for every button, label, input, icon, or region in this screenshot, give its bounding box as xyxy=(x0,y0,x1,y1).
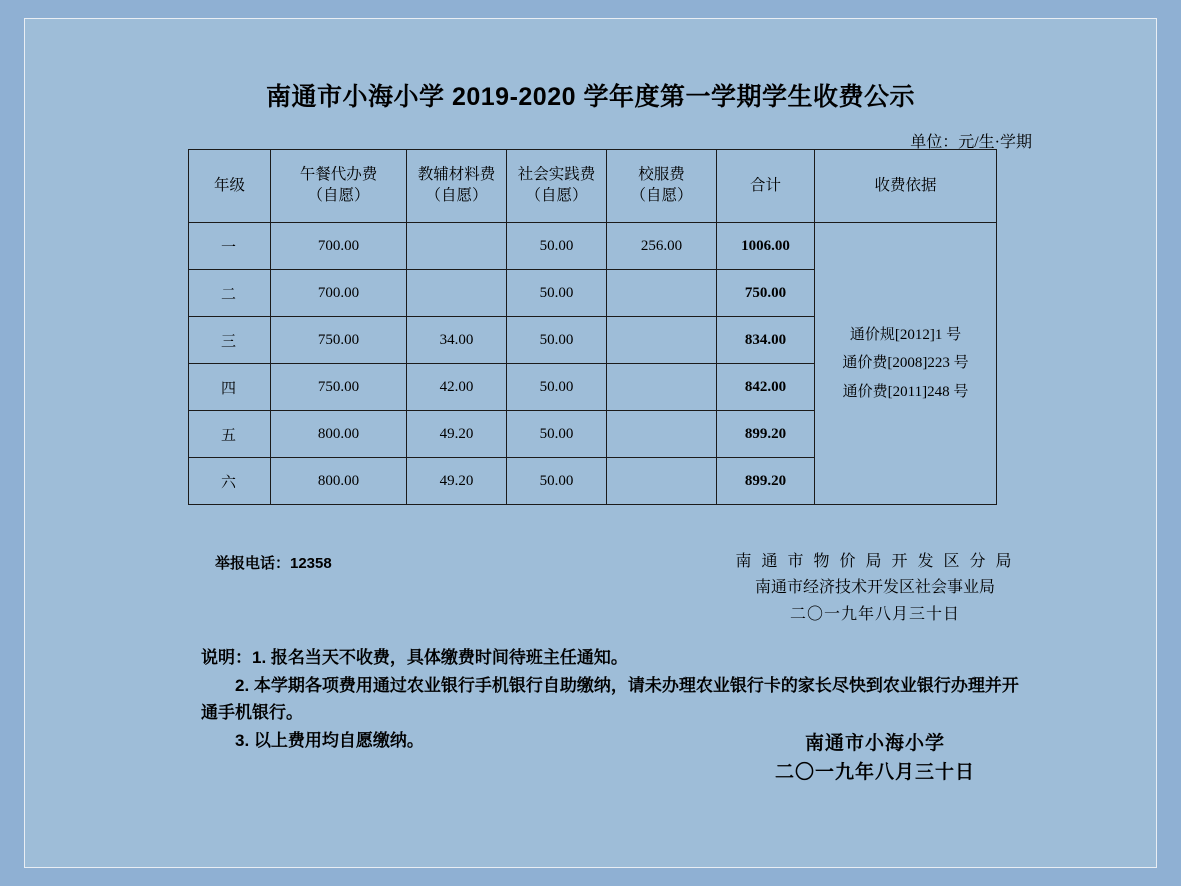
cell-practice: 50.00 xyxy=(507,458,607,505)
cell-practice: 50.00 xyxy=(507,317,607,364)
cell-uniform xyxy=(607,364,717,411)
cell-lunch: 700.00 xyxy=(271,270,407,317)
signature-date: 二〇一九年八月三十日 xyxy=(774,762,975,784)
basis-line-2: 通价费[2008]223 号 xyxy=(842,355,969,372)
cell-uniform xyxy=(607,270,717,317)
header-line-2: （自愿） xyxy=(307,187,370,204)
notes-label: 说明： xyxy=(201,648,252,667)
unit-note: 单位：元/生·学期 xyxy=(910,134,1032,151)
cell-material: 49.20 xyxy=(407,458,507,505)
cell-total: 834.00 xyxy=(717,317,815,364)
cell-lunch: 750.00 xyxy=(271,364,407,411)
column-header-lunch-fee xyxy=(271,150,407,223)
issuer-line-2: 南通市经济技术开发区社会事业局 xyxy=(754,579,995,597)
cell-lunch: 750.00 xyxy=(271,317,407,364)
header-line-1: 校服费 xyxy=(638,166,685,184)
header-line-2: （自愿） xyxy=(425,187,488,204)
column-header-total xyxy=(717,150,815,223)
cell-lunch: 800.00 xyxy=(271,458,407,505)
cell-uniform xyxy=(607,411,717,458)
cell-total: 899.20 xyxy=(717,411,815,458)
header-line-1: 教辅材料费 xyxy=(417,166,496,184)
header-line-1: 年级 xyxy=(213,176,245,194)
column-header-practice-fee xyxy=(507,150,607,223)
cell-grade: 五 xyxy=(189,411,271,458)
cell-practice: 50.00 xyxy=(507,270,607,317)
column-header-basis xyxy=(815,150,997,223)
cell-uniform xyxy=(607,317,717,364)
table-row xyxy=(189,223,997,270)
cell-material: 49.20 xyxy=(407,411,507,458)
column-header-uniform-fee xyxy=(607,150,717,223)
cell-material: 34.00 xyxy=(407,317,507,364)
cell-lunch: 700.00 xyxy=(271,223,407,270)
header-line-1: 社会实践费 xyxy=(517,166,596,184)
notice-content xyxy=(25,19,1156,867)
header-line-1: 合计 xyxy=(749,176,781,194)
table-header-row xyxy=(189,150,997,223)
basis-line-3: 通价费[2011]248 号 xyxy=(842,383,969,400)
header-line-1: 午餐代办费 xyxy=(299,166,378,184)
column-header-grade xyxy=(189,150,271,223)
cell-grade: 六 xyxy=(189,458,271,505)
column-header-material-fee xyxy=(407,150,507,223)
cell-total: 842.00 xyxy=(717,364,815,411)
notes-item-3: 3. 以上费用均自愿缴纳。 xyxy=(235,730,424,750)
cell-material xyxy=(407,270,507,317)
cell-total: 899.20 xyxy=(717,458,815,505)
notice-sheet xyxy=(24,18,1157,868)
cell-grade: 四 xyxy=(189,364,271,411)
cell-material xyxy=(407,223,507,270)
issuing-authority xyxy=(685,549,1065,628)
basis-line-1: 通价规[2012]1 号 xyxy=(849,326,962,343)
cell-uniform xyxy=(607,458,717,505)
cell-total: 750.00 xyxy=(717,270,815,317)
notes-item-2: 2. 本学期各项费用通过农业银行手机银行自助缴纳，请未办理农业银行卡的家长尽快到农业银行办理并开通手机银行。 xyxy=(201,675,1019,723)
notes-line-1 xyxy=(201,644,1021,672)
cell-grade: 一 xyxy=(189,223,271,270)
signature-school: 南通市小海小学 xyxy=(804,733,945,754)
cell-basis xyxy=(815,223,997,505)
header-line-2: （自愿） xyxy=(630,187,693,204)
cell-total: 1006.00 xyxy=(717,223,815,270)
signature-block xyxy=(685,729,1065,788)
fee-table xyxy=(188,149,997,505)
notes-item-1: 1. 报名当天不收费，具体缴费时间待班主任通知。 xyxy=(252,648,628,667)
cell-practice: 50.00 xyxy=(507,223,607,270)
cell-grade: 三 xyxy=(189,317,271,364)
cell-lunch: 800.00 xyxy=(271,411,407,458)
header-line-2: （自愿） xyxy=(525,187,588,204)
cell-uniform: 256.00 xyxy=(607,223,717,270)
report-hotline: 举报电话：12358 xyxy=(215,555,332,572)
cell-grade: 二 xyxy=(189,270,271,317)
cell-practice: 50.00 xyxy=(507,411,607,458)
issuer-line-1: 南 通 市 物 价 局 开 发 区 分 局 xyxy=(735,553,1015,570)
cell-practice: 50.00 xyxy=(507,364,607,411)
issuer-date: 二〇一九年八月三十日 xyxy=(789,605,960,623)
page-title: 南通市小海小学 2019-2020 学年度第一学期学生收费公示 xyxy=(266,83,915,111)
cell-material: 42.00 xyxy=(407,364,507,411)
header-line-1: 收费依据 xyxy=(874,176,937,194)
